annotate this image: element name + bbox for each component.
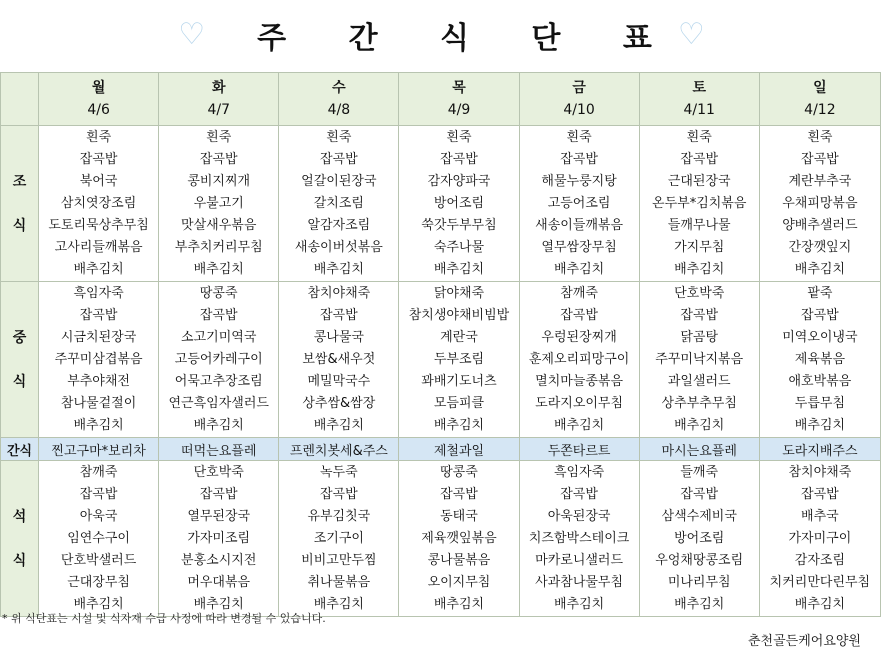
dinner-row bbox=[1, 461, 881, 617]
menu-item: 머우대볶음 bbox=[187, 575, 251, 590]
menu-item: 배추김치 bbox=[313, 597, 364, 612]
menu-item: 참깨죽 bbox=[79, 465, 118, 480]
menu-item: 주꾸미삼겹볶음 bbox=[54, 352, 143, 367]
menu-item: 배추국 bbox=[801, 509, 839, 524]
menu-item: 근대된장국 bbox=[667, 174, 731, 189]
menu-item: 두부조림 bbox=[433, 352, 485, 367]
lunch-cell bbox=[519, 282, 639, 438]
page-title: 주 간 식 단 표 bbox=[257, 21, 678, 56]
menu-item: 배추김치 bbox=[313, 262, 364, 277]
menu-item: 배추김치 bbox=[794, 262, 845, 277]
dinner-cell bbox=[519, 461, 639, 617]
menu-item: 고등어조림 bbox=[547, 196, 611, 211]
menu-item: 메밀막국수 bbox=[307, 374, 371, 389]
menu-item: 가자미조림 bbox=[187, 531, 251, 546]
menu-item: 모듬피클 bbox=[433, 396, 485, 411]
day-date: 4/9 bbox=[447, 102, 471, 118]
day-name: 금 bbox=[572, 80, 586, 96]
day-header bbox=[759, 73, 880, 126]
menu-item: 얼갈이된장국 bbox=[301, 174, 377, 189]
menu-item: 들깨무나물 bbox=[667, 218, 731, 233]
menu-item: 감자양파국 bbox=[427, 174, 491, 189]
menu-item: 치커리만다린무침 bbox=[769, 575, 871, 590]
dinner-label-1: 석 bbox=[12, 508, 27, 525]
menu-item: 주꾸미낙지볶음 bbox=[655, 352, 744, 367]
menu-item: 잡곡밥 bbox=[79, 308, 118, 323]
breakfast-cell bbox=[519, 126, 639, 282]
menu-item: 두릅무침 bbox=[794, 396, 845, 411]
menu-item: 흰죽 bbox=[446, 130, 472, 145]
day-name: 수 bbox=[332, 80, 346, 96]
day-header bbox=[639, 73, 759, 126]
menu-item: 우채피망볶음 bbox=[782, 196, 858, 211]
menu-item: 잡곡밥 bbox=[320, 308, 358, 323]
menu-item: 배추김치 bbox=[433, 262, 485, 277]
menu-item: 간장깻잎지 bbox=[788, 240, 852, 255]
day-date: 4/6 bbox=[87, 102, 110, 118]
snack-cell: 도라지배주스 bbox=[759, 438, 880, 461]
dinner-label bbox=[1, 461, 39, 617]
menu-item: 열무쌈장무침 bbox=[541, 240, 617, 255]
menu-item: 계란부추국 bbox=[788, 174, 852, 189]
menu-item: 배추김치 bbox=[73, 418, 124, 433]
menu-item: 미나리무침 bbox=[667, 575, 731, 590]
menu-item: 연근흑임자샐러드 bbox=[168, 396, 269, 411]
menu-item: 배추김치 bbox=[433, 597, 485, 612]
snack-cell: 프렌치봇세&주스 bbox=[279, 438, 399, 461]
menu-table bbox=[0, 72, 881, 617]
dinner-cell bbox=[279, 461, 399, 617]
menu-item: 참치야채죽 bbox=[307, 286, 371, 301]
menu-item: 잡곡밥 bbox=[801, 152, 839, 167]
menu-item: 잡곡밥 bbox=[199, 487, 238, 502]
menu-item: 흰죽 bbox=[686, 130, 712, 145]
menu-item: 해물누룽지탕 bbox=[541, 174, 617, 189]
breakfast-cell bbox=[639, 126, 759, 282]
menu-item: 가지무침 bbox=[674, 240, 725, 255]
menu-item: 새송이들깨볶음 bbox=[535, 218, 624, 233]
menu-item: 도라지오이무침 bbox=[535, 396, 624, 411]
breakfast-label bbox=[1, 126, 39, 282]
breakfast-cell bbox=[279, 126, 399, 282]
breakfast-label-2: 식 bbox=[12, 217, 27, 234]
snack-cell: 마시는요플레 bbox=[639, 438, 759, 461]
menu-item: 배추김치 bbox=[193, 597, 244, 612]
menu-item: 아욱국 bbox=[79, 509, 118, 524]
menu-item: 고사리들깨볶음 bbox=[54, 240, 143, 255]
menu-item: 애호박볶음 bbox=[788, 374, 852, 389]
menu-item: 삼치엿장조림 bbox=[60, 196, 137, 211]
lunch-label bbox=[1, 282, 39, 438]
menu-item: 쑥갓두부무침 bbox=[421, 218, 497, 233]
day-name: 일 bbox=[813, 80, 827, 96]
menu-item: 고등어카레구이 bbox=[174, 352, 263, 367]
menu-item: 오이지무침 bbox=[427, 575, 491, 590]
menu-item: 상추쌈&쌈장 bbox=[302, 396, 376, 411]
menu-item: 치즈함박스테이크 bbox=[528, 531, 630, 546]
menu-item: 마카로니샐러드 bbox=[535, 553, 624, 568]
menu-item: 방어조림 bbox=[674, 531, 725, 546]
menu-item: 맛살새우볶음 bbox=[181, 218, 257, 233]
lunch-label-2: 식 bbox=[12, 373, 27, 390]
menu-item: 잡곡밥 bbox=[560, 152, 598, 167]
breakfast-cell bbox=[759, 126, 880, 282]
menu-item: 꽈배기도너츠 bbox=[421, 374, 497, 389]
menu-item: 단호박죽 bbox=[193, 465, 244, 480]
menu-item: 잡곡밥 bbox=[680, 152, 719, 167]
menu-item: 제육볶음 bbox=[794, 352, 845, 367]
menu-item: 잡곡밥 bbox=[801, 308, 839, 323]
menu-item: 비비고만두찜 bbox=[301, 553, 377, 568]
menu-item: 근대장무침 bbox=[67, 575, 130, 590]
menu-item: 배추김치 bbox=[73, 262, 124, 277]
menu-item: 배추김치 bbox=[794, 597, 845, 612]
menu-item: 분홍소시지전 bbox=[181, 553, 257, 568]
menu-item: 아욱된장국 bbox=[547, 509, 611, 524]
menu-item: 온두부*김치볶음 bbox=[652, 196, 747, 211]
menu-item: 북어국 bbox=[79, 174, 118, 189]
menu-item: 배추김치 bbox=[553, 597, 605, 612]
menu-item: 땅콩죽 bbox=[199, 286, 238, 301]
menu-item: 닭곰탕 bbox=[680, 330, 719, 345]
dinner-cell bbox=[399, 461, 519, 617]
breakfast-cell bbox=[39, 126, 159, 282]
menu-item: 흰죽 bbox=[807, 130, 833, 145]
menu-item: 잡곡밥 bbox=[320, 487, 358, 502]
menu-item: 배추김치 bbox=[674, 597, 725, 612]
day-header bbox=[159, 73, 279, 126]
dinner-cell bbox=[159, 461, 279, 617]
menu-item: 참치야채죽 bbox=[788, 465, 852, 480]
menu-item: 보쌈&새우젓 bbox=[302, 352, 376, 367]
menu-item: 계란국 bbox=[440, 330, 478, 345]
menu-item: 콩나물국 bbox=[313, 330, 364, 345]
menu-item: 잡곡밥 bbox=[801, 487, 839, 502]
menu-item: 잡곡밥 bbox=[680, 308, 719, 323]
lunch-cell bbox=[279, 282, 399, 438]
breakfast-row bbox=[1, 126, 881, 282]
day-header bbox=[39, 73, 159, 126]
snack-cell: 제철과일 bbox=[399, 438, 519, 461]
menu-item: 팥죽 bbox=[807, 286, 833, 301]
menu-item: 갈치조림 bbox=[313, 196, 364, 211]
menu-item: 잡곡밥 bbox=[79, 152, 118, 167]
snack-cell: 두쫀타르트 bbox=[519, 438, 639, 461]
menu-item: 흑임자죽 bbox=[73, 286, 124, 301]
heart-icon: ♡ bbox=[178, 17, 206, 52]
menu-item: 잡곡밥 bbox=[199, 152, 238, 167]
menu-item: 삼색수제비국 bbox=[661, 509, 737, 524]
menu-item: 잡곡밥 bbox=[680, 487, 719, 502]
day-name: 토 bbox=[692, 80, 706, 96]
menu-item: 흰죽 bbox=[326, 130, 352, 145]
menu-item: 배추김치 bbox=[553, 262, 605, 277]
menu-item: 숙주나물 bbox=[433, 240, 485, 255]
day-date: 4/7 bbox=[207, 102, 230, 118]
menu-item: 참깨죽 bbox=[560, 286, 598, 301]
day-date: 4/10 bbox=[563, 102, 595, 118]
menu-item: 우렁된장찌개 bbox=[541, 330, 617, 345]
lunch-label-1: 중 bbox=[12, 329, 27, 346]
menu-item: 녹두죽 bbox=[320, 465, 358, 480]
menu-item: 땅콩죽 bbox=[440, 465, 478, 480]
menu-item: 단호박샐러드 bbox=[60, 553, 137, 568]
menu-item: 알감자조림 bbox=[307, 218, 371, 233]
day-name: 화 bbox=[211, 80, 226, 96]
menu-item: 동태국 bbox=[440, 509, 478, 524]
menu-item: 훈제오리피망구이 bbox=[528, 352, 630, 367]
menu-item: 잡곡밥 bbox=[440, 487, 478, 502]
day-date: 4/11 bbox=[683, 102, 715, 118]
title-bar bbox=[0, 10, 883, 60]
menu-item: 우엉채땅콩조림 bbox=[655, 553, 744, 568]
menu-item: 콩나물볶음 bbox=[427, 553, 491, 568]
menu-item: 들깨죽 bbox=[680, 465, 719, 480]
breakfast-cell bbox=[399, 126, 519, 282]
menu-item: 새송이버섯볶음 bbox=[294, 240, 383, 255]
day-date: 4/8 bbox=[327, 102, 351, 118]
menu-item: 어묵고추장조림 bbox=[174, 374, 263, 389]
menu-item: 방어조림 bbox=[433, 196, 485, 211]
lunch-cell bbox=[159, 282, 279, 438]
menu-item: 배추김치 bbox=[674, 262, 725, 277]
menu-item: 흰죽 bbox=[566, 130, 592, 145]
menu-item: 가자미구이 bbox=[788, 531, 852, 546]
menu-item: 단호박죽 bbox=[674, 286, 725, 301]
menu-item: 배추김치 bbox=[313, 418, 364, 433]
menu-item: 소고기미역국 bbox=[181, 330, 257, 345]
snack-label: 간식 bbox=[1, 438, 39, 461]
menu-item: 배추김치 bbox=[674, 418, 725, 433]
breakfast-cell bbox=[159, 126, 279, 282]
menu-item: 닭야채죽 bbox=[433, 286, 485, 301]
lunch-cell bbox=[39, 282, 159, 438]
lunch-cell bbox=[759, 282, 880, 438]
day-header-row bbox=[1, 73, 881, 126]
day-date: 4/12 bbox=[804, 102, 836, 118]
menu-item: 우불고기 bbox=[193, 196, 244, 211]
corner-cell bbox=[1, 73, 39, 126]
menu-item: 양배추샐러드 bbox=[782, 218, 858, 233]
dinner-cell bbox=[39, 461, 159, 617]
dinner-cell bbox=[639, 461, 759, 617]
menu-item: 취나물볶음 bbox=[307, 575, 371, 590]
menu-item: 조기구이 bbox=[313, 531, 364, 546]
menu-item: 흰죽 bbox=[206, 130, 232, 145]
menu-item: 참나물겉절이 bbox=[60, 396, 137, 411]
day-name: 월 bbox=[91, 80, 106, 96]
menu-item: 흑임자죽 bbox=[553, 465, 605, 480]
dinner-label-2: 식 bbox=[12, 552, 27, 569]
dinner-cell bbox=[759, 461, 880, 617]
menu-item: 참치생야채비빔밥 bbox=[408, 308, 510, 323]
organization-name: 춘천골든케어요양원 bbox=[747, 634, 861, 649]
snack-cell: 떠먹는요플레 bbox=[159, 438, 279, 461]
menu-item: 유부김칫국 bbox=[307, 509, 371, 524]
menu-item: 상추부추무침 bbox=[661, 396, 737, 411]
breakfast-label-1: 조 bbox=[12, 173, 27, 190]
disclaimer-note: * 위 식단표는 시설 및 식자재 수급 사정에 따라 변경될 수 있습니다. bbox=[2, 612, 326, 625]
menu-item: 멸치마늘종볶음 bbox=[535, 374, 624, 389]
menu-item: 시금치된장국 bbox=[60, 330, 137, 345]
menu-item: 미역오이냉국 bbox=[782, 330, 858, 345]
menu-item: 배추김치 bbox=[193, 262, 244, 277]
menu-item: 잡곡밥 bbox=[560, 487, 598, 502]
menu-item: 잡곡밥 bbox=[199, 308, 238, 323]
lunch-row bbox=[1, 282, 881, 438]
menu-item: 감자조림 bbox=[794, 553, 845, 568]
snack-row bbox=[1, 438, 881, 461]
menu-item: 배추김치 bbox=[193, 418, 244, 433]
day-header bbox=[279, 73, 399, 126]
menu-item: 배추김치 bbox=[794, 418, 845, 433]
menu-item: 과일샐러드 bbox=[667, 374, 731, 389]
snack-cell: 찐고구마*보리차 bbox=[39, 438, 159, 461]
menu-item: 잡곡밥 bbox=[560, 308, 598, 323]
menu-item: 도토리묵상추무침 bbox=[48, 218, 149, 233]
menu-item: 콩비지찌개 bbox=[187, 174, 251, 189]
menu-item: 잡곡밥 bbox=[79, 487, 118, 502]
day-header bbox=[519, 73, 639, 126]
day-header bbox=[399, 73, 519, 126]
lunch-cell bbox=[639, 282, 759, 438]
menu-item: 열무된장국 bbox=[187, 509, 251, 524]
menu-item: 흰죽 bbox=[86, 130, 112, 145]
menu-item: 사과참나물무침 bbox=[535, 575, 624, 590]
heart-icon: ♡ bbox=[677, 17, 705, 52]
menu-item: 임연수구이 bbox=[67, 531, 130, 546]
menu-item: 제육깻잎볶음 bbox=[421, 531, 497, 546]
day-name: 목 bbox=[452, 80, 466, 96]
menu-item: 부추야채전 bbox=[67, 374, 130, 389]
menu-item: 배추김치 bbox=[73, 597, 124, 612]
menu-item: 잡곡밥 bbox=[320, 152, 358, 167]
menu-item: 배추김치 bbox=[553, 418, 605, 433]
menu-item: 배추김치 bbox=[433, 418, 485, 433]
menu-item: 부추치커리무침 bbox=[174, 240, 263, 255]
lunch-cell bbox=[399, 282, 519, 438]
menu-item: 잡곡밥 bbox=[440, 152, 478, 167]
